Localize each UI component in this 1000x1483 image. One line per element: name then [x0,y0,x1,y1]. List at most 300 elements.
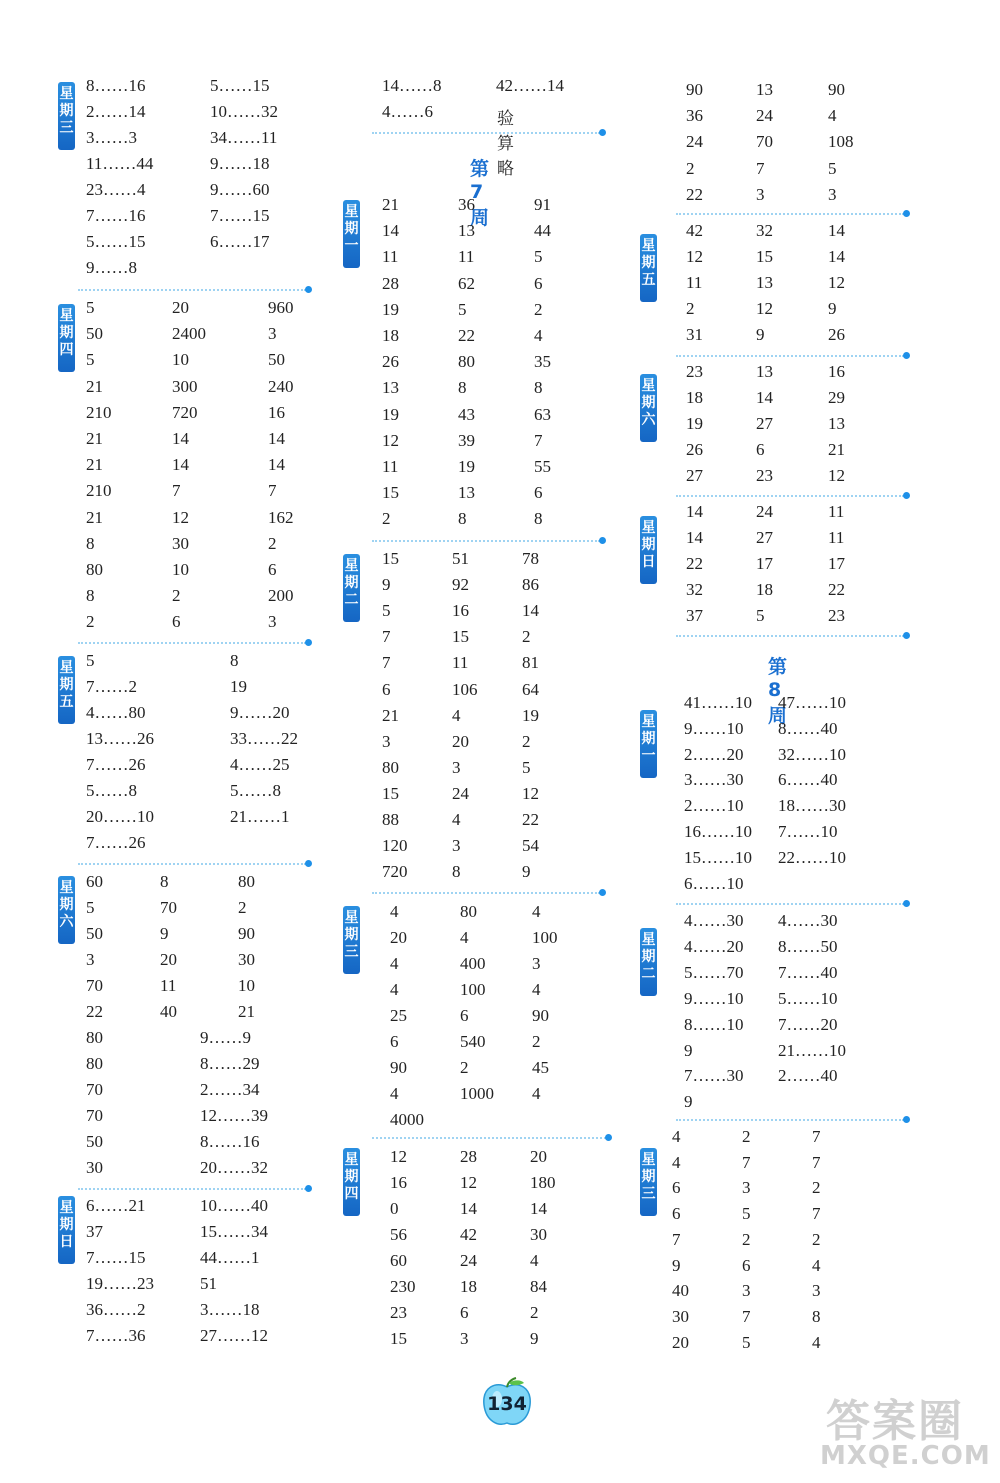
answer-cell: 70 [86,976,103,995]
answer-cell: 21……1 [230,807,290,826]
answer-cell: 4000 [390,1110,424,1129]
answer-cell: 27 [756,528,773,547]
answer-cell: 4 [452,810,461,829]
answer-cell: 18 [460,1277,477,1296]
answer-cell: 7……16 [86,206,146,225]
answer-cell: 10……32 [210,102,278,121]
answer-cell: 3 [532,954,541,973]
answer-cell: 9 [828,299,837,318]
answer-cell: 11 [458,247,475,267]
answer-cell: 2 [686,299,695,318]
answer-cell: 18 [382,326,399,345]
answer-cell: 64 [522,679,539,699]
answer-cell: 14 [172,455,189,475]
page-number-badge [478,1377,536,1429]
answer-cell: 12 [756,299,773,318]
answer-cell: 19 [382,299,399,319]
answer-cell: 13 [756,273,773,292]
answer-cell: 100 [460,980,486,999]
answer-cell: 30 [172,533,189,553]
answer-cell: 28 [382,273,399,293]
answer-cell: 200 [268,586,294,606]
answer-cell: 9 [160,924,169,943]
answer-cell: 8 [534,378,543,398]
answer-cell: 7……30 [684,1066,744,1086]
answer-cell: 12……39 [200,1106,268,1125]
answer-cell: 210 [86,481,112,501]
answer-cell: 2 [532,1032,541,1051]
answer-cell: 22 [522,810,539,829]
answer-cell: 4……6 [382,102,433,121]
answer-cell: 19 [230,677,247,696]
answer-cell: 90 [238,924,255,943]
answer-cell: 11 [452,653,469,673]
answer-cell: 3 [828,184,837,204]
answer-cell: 4 [812,1255,821,1275]
answer-cell: 9……10 [684,988,744,1008]
answer-cell: 27 [756,414,773,433]
answer-cell: 14……8 [382,76,442,95]
answer-cell: 12 [828,466,845,485]
answer-cell: 42 [460,1225,477,1244]
answer-cell: 22 [828,580,845,599]
answer-cell: 2 [812,1229,821,1249]
answer-cell: 21 [86,507,103,527]
answer-cell: 7 [382,653,391,673]
answer-cell: 10 [172,560,189,579]
verify-note: 验算略 [497,109,514,179]
answer-cell: 9……60 [210,180,270,199]
answer-cell: 8 [160,872,169,891]
answer-cell: 108 [828,132,854,152]
answer-cell: 44 [534,221,551,241]
answer-cell: 21 [86,455,103,475]
answer-cell: 9 [522,862,531,882]
answer-cell: 8 [452,862,461,882]
answer-cell: 14 [172,429,189,448]
answer-cell: 47……10 [778,693,846,712]
answer-cell: 3 [812,1281,821,1301]
divider [676,355,904,357]
answer-cell: 84 [530,1277,547,1296]
divider [676,495,904,497]
answer-cell: 5……8 [86,781,137,800]
answer-cell: 8 [86,533,95,553]
answer-cell: 4 [532,902,541,921]
answer-cell: 960 [268,298,294,317]
answer-cell: 3 [742,1281,751,1301]
answer-cell: 26 [828,325,845,344]
answer-cell: 2 [172,586,181,606]
answer-cell: 37 [686,606,703,625]
answer-cell: 6 [390,1032,399,1051]
answer-cell: 7……40 [778,962,838,982]
answer-cell: 5 [86,350,95,370]
answer-cell: 3 [268,612,277,632]
answer-cell: 14 [530,1199,547,1218]
answer-cell: 6 [460,1006,469,1025]
answer-cell: 9……18 [210,154,270,173]
answer-cell: 25 [390,1006,407,1025]
answer-cell: 19 [382,404,399,424]
answer-cell: 5……8 [230,781,281,800]
answer-cell: 13 [756,80,773,99]
answer-cell: 6……10 [684,873,744,893]
answer-cell: 60 [86,872,103,891]
answer-cell: 14 [460,1199,477,1218]
answer-cell: 15……10 [684,847,752,867]
answer-cell: 180 [530,1173,556,1192]
answer-cell: 8 [86,586,95,606]
answer-cell: 240 [268,376,294,396]
answer-cell: 3 [268,324,277,344]
day-tab-fri-2: 星 期 五 [640,234,657,302]
divider [676,635,904,637]
divider [372,1137,606,1139]
answer-cell: 6……40 [778,770,838,790]
answer-cell: 30 [238,950,255,969]
answer-cell: 21 [382,705,399,725]
answer-cell: 11 [382,247,399,267]
answer-cell: 50 [86,1132,103,1151]
answer-cell: 15 [452,627,469,647]
answer-cell: 13 [756,362,773,381]
answer-cell: 54 [522,836,539,856]
answer-cell: 5……70 [684,962,744,982]
answer-cell: 4 [532,980,541,999]
answer-cell: 210 [86,402,112,422]
answer-cell: 13 [458,221,475,241]
answer-cell: 32 [756,221,773,240]
answer-cell: 14 [268,429,285,448]
answer-cell: 42 [686,221,703,240]
answer-cell: 8 [230,651,239,670]
divider [676,903,904,905]
watermark [820,1385,990,1475]
answer-cell: 2 [530,1303,539,1322]
answer-cell: 3……30 [684,770,744,790]
answer-cell: 4 [530,1251,539,1270]
answer-cell: 5 [86,298,95,317]
answer-cell: 720 [382,862,408,882]
answer-cell: 23 [390,1303,407,1322]
answer-cell: 300 [172,376,198,396]
answer-cell: 20……32 [200,1158,268,1177]
watermark-line-1: 答案圈 [826,1396,964,1447]
answer-cell: 100 [532,928,558,947]
answer-cell: 36 [686,106,703,126]
answer-cell: 3 [756,184,765,204]
answer-cell: 22 [686,184,703,204]
answer-cell: 14 [828,247,845,266]
answer-cell: 5 [458,299,467,319]
day-tab-mon: 星 期 一 [343,200,360,268]
answer-cell: 50 [86,924,103,943]
answer-cell: 10……40 [200,1196,268,1215]
answer-cell: 6 [534,483,543,503]
answer-cell: 10 [172,350,189,370]
answer-cell: 27……12 [200,1326,268,1345]
answer-cell: 7 [172,481,181,501]
answer-cell: 19 [458,457,475,476]
answer-cell: 21 [86,429,103,448]
answer-cell: 20 [452,731,469,751]
answer-cell: 6……21 [86,1196,146,1215]
answer-cell: 7 [382,627,391,647]
answer-cell: 2400 [172,324,206,344]
answer-cell: 6 [534,273,543,293]
answer-cell: 24 [452,783,469,803]
answer-cell: 62 [458,273,475,293]
answer-cell: 3 [460,1329,469,1348]
answer-cell: 14 [686,502,703,521]
day-tab-tue-2: 星 期 二 [640,928,657,996]
answer-cell: 540 [460,1032,486,1051]
divider [78,289,306,291]
answer-cell: 4 [532,1084,541,1103]
answer-cell: 12 [522,783,539,803]
answer-cell: 43 [458,404,475,424]
answer-cell: 36……2 [86,1300,146,1319]
answer-cell: 2……20 [684,744,744,764]
answer-cell: 9 [382,575,391,595]
answer-cell: 11 [828,502,845,521]
answer-cell: 90 [828,80,845,99]
answer-cell: 15 [390,1329,407,1348]
answer-cell: 11 [382,457,399,476]
answer-cell: 4 [390,1084,399,1103]
answer-cell: 41……10 [684,693,752,712]
answer-cell: 5 [742,1332,751,1352]
answer-cell: 8……10 [684,1014,744,1034]
divider [372,540,600,542]
answer-cell: 4 [812,1332,821,1352]
answer-cell: 7 [742,1152,751,1172]
answer-cell: 5 [86,651,95,670]
answer-cell: 4 [534,326,543,345]
answer-cell: 27 [686,466,703,485]
answer-cell: 8……29 [200,1054,260,1073]
answer-cell: 20 [160,950,177,969]
answer-cell: 13 [458,483,475,503]
answer-cell: 6 [756,440,765,459]
answer-cell: 23 [828,606,845,625]
answer-cell: 26 [686,440,703,459]
answer-cell: 400 [460,954,486,973]
answer-cell: 14 [268,455,285,475]
answer-cell: 15……34 [200,1222,268,1241]
divider [78,642,306,644]
answer-cell: 21 [238,1002,255,1021]
answer-cell: 18 [686,388,703,407]
answer-cell: 16 [828,362,845,381]
answer-cell: 9……9 [200,1028,251,1047]
answer-cell: 5 [756,606,765,625]
answer-cell: 14 [828,221,845,240]
answer-cell: 9 [684,1040,693,1060]
day-tab-wed-2: 星 期 三 [343,906,360,974]
answer-cell: 3 [382,731,391,751]
answer-cell: 11 [686,273,703,292]
day-tab-fri: 星 期 五 [58,656,75,724]
answer-cell: 30 [672,1306,689,1326]
answer-cell: 34……11 [210,128,278,147]
answer-cell: 21……10 [778,1040,846,1060]
answer-cell: 44……1 [200,1248,260,1267]
answer-cell: 3……3 [86,128,137,147]
answer-cell: 4……30 [778,911,838,930]
answer-cell: 7 [672,1229,681,1249]
answer-cell: 2 [534,299,543,319]
watermark-line-2: MXQE.COM [820,1441,991,1471]
day-tab-wed: 星 期 三 [58,82,75,150]
answer-cell: 7 [268,481,277,501]
answer-cell: 2……40 [778,1066,838,1086]
answer-cell: 12 [172,507,189,527]
answer-cell: 22 [458,326,475,345]
answer-cell: 9 [684,1092,693,1112]
answer-cell: 7 [812,1127,821,1146]
answer-cell: 12 [828,273,845,292]
answer-cell: 11……44 [86,154,154,173]
answer-cell: 2 [86,612,95,632]
answer-cell: 40 [160,1002,177,1021]
answer-cell: 7 [756,158,765,178]
answer-cell: 55 [534,457,551,476]
answer-cell: 29 [828,388,845,407]
answer-cell: 50 [268,350,285,370]
answer-cell: 4 [390,954,399,973]
answer-cell: 7……36 [86,1326,146,1345]
answer-cell: 8……50 [778,936,838,956]
answer-cell: 4 [452,705,461,725]
answer-cell: 5……15 [86,232,146,251]
answer-cell: 91 [534,195,551,214]
answer-cell: 35 [534,352,551,372]
answer-cell: 5……15 [210,76,270,95]
answer-cell: 92 [452,575,469,595]
answer-cell: 5 [382,601,391,621]
divider [676,1119,904,1121]
answer-cell: 4 [828,106,837,126]
answer-cell: 42……14 [496,76,564,95]
answer-cell: 9 [672,1255,681,1275]
answer-cell: 8 [458,378,467,398]
answer-cell: 3 [452,836,461,856]
answer-cell: 162 [268,507,294,527]
answer-cell: 39 [458,430,475,450]
answer-cell: 17 [756,554,773,573]
answer-cell: 2 [460,1058,469,1077]
answer-cell: 78 [522,549,539,568]
answer-cell: 5 [86,898,95,917]
answer-cell: 14 [382,221,399,241]
answer-cell: 9 [756,325,765,344]
answer-cell: 2 [382,509,391,529]
answer-cell: 4 [672,1127,681,1146]
answer-cell: 8 [534,509,543,529]
answer-cell: 3 [452,757,461,777]
answer-cell: 70 [86,1106,103,1125]
answer-cell: 15 [382,783,399,803]
answer-cell: 4……20 [684,936,744,956]
answer-cell: 2 [812,1178,821,1198]
answer-cell: 12 [382,430,399,450]
answer-cell: 20 [672,1332,689,1352]
answer-cell: 5 [828,158,837,178]
answer-cell: 230 [390,1277,416,1296]
week-8-title: 第 8 周 [768,656,789,727]
answer-cell: 14 [756,388,773,407]
answer-cell: 11 [828,528,845,547]
answer-cell: 70 [160,898,177,917]
answer-cell: 2……10 [684,796,744,816]
answer-cell: 2 [238,898,247,917]
answer-cell: 8……16 [86,76,146,95]
answer-cell: 22……10 [778,847,846,867]
answer-cell: 88 [382,810,399,829]
answer-cell: 9……20 [230,703,290,722]
answer-cell: 2 [742,1127,751,1146]
answer-cell: 14 [522,601,539,621]
answer-cell: 80 [382,757,399,777]
answer-cell: 23 [756,466,773,485]
answer-cell: 2 [268,533,277,553]
answer-cell: 90 [532,1006,549,1025]
answer-cell: 6 [672,1178,681,1198]
answer-cell: 70 [756,132,773,152]
answer-cell: 63 [534,404,551,424]
answer-cell: 20 [390,928,407,947]
answer-cell: 80 [86,560,103,579]
answer-cell: 7 [812,1204,821,1224]
answer-cell: 9……10 [684,718,744,738]
answer-cell: 13 [828,414,845,433]
answer-cell: 7……20 [778,1014,838,1034]
answer-cell: 20……10 [86,807,154,826]
answer-cell: 6 [382,679,391,699]
answer-cell: 6 [742,1255,751,1275]
answer-cell: 86 [522,575,539,595]
answer-cell: 7 [534,430,543,450]
answer-cell: 16 [452,601,469,621]
answer-cell: 2……14 [86,102,146,121]
answer-cell: 28 [460,1147,477,1166]
answer-cell: 120 [382,836,408,856]
answer-cell: 3 [86,950,95,969]
answer-cell: 7 [742,1306,751,1326]
answer-cell: 30 [530,1225,547,1244]
answer-cell: 7……26 [86,755,146,774]
day-tab-mon-2: 星 期 一 [640,710,657,778]
answer-cell: 22 [86,1002,103,1021]
answer-cell: 18……30 [778,796,846,816]
answer-cell: 51 [200,1274,217,1293]
answer-cell: 3 [742,1178,751,1198]
answer-cell: 19 [686,414,703,433]
answer-cell: 4 [460,928,469,947]
answer-cell: 56 [390,1225,407,1244]
answer-cell: 33……22 [230,729,298,748]
answer-cell: 19……23 [86,1274,154,1293]
day-tab-sun-2: 星 期 日 [640,516,657,584]
answer-cell: 9……8 [86,258,137,277]
answer-cell: 7 [812,1152,821,1172]
answer-cell: 26 [382,352,399,372]
answer-cell: 4……80 [86,703,146,722]
answer-cell: 80 [460,902,477,921]
answer-cell: 720 [172,402,198,422]
